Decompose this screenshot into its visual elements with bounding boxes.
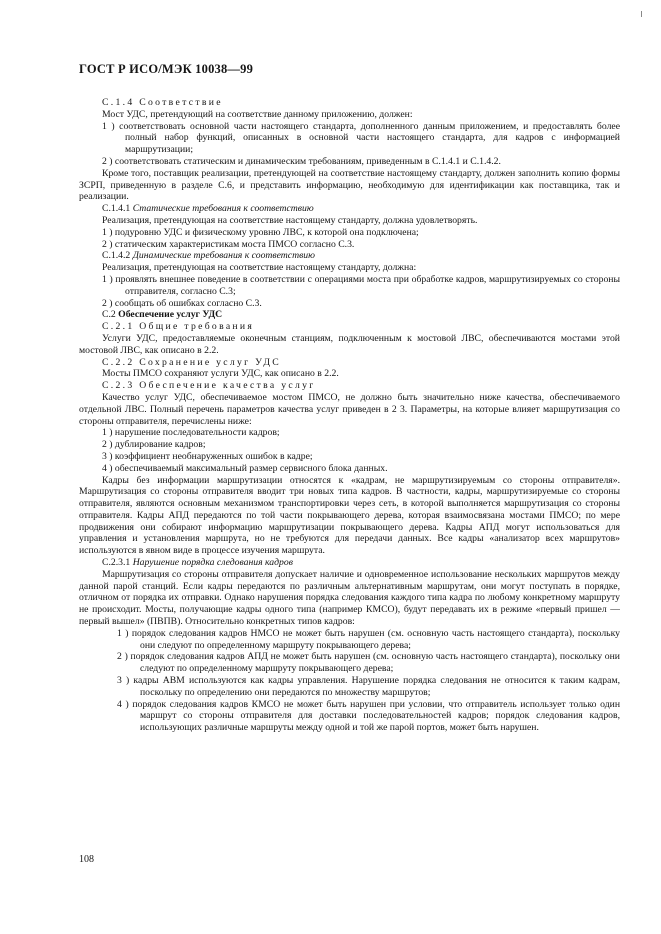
section-title: Статические требования к соответствию [132, 203, 314, 215]
paragraph: Мосты ПМСО сохраняют услуги УДС, как описано в 2.2. [102, 368, 339, 380]
list-item: 1 ) нарушение последовательности кадров; [102, 427, 280, 439]
list-item: 1 ) соответствовать основной части настоящего стандарта, дополненного данным приложением, и предоставлять более полный набор функций, описанных в основной части настоящего стандарта, для кадров с информацией маршрутизации; [102, 120, 620, 156]
paragraph: Мост УДС, претендующий на соответствие данному приложению, должен: [102, 108, 413, 120]
section-heading [79, 557, 620, 569]
section-heading [79, 250, 620, 262]
section-heading: С.2.2 Сохранение услуг УДС [102, 356, 282, 368]
paragraph: Кадры без информации маршрутизации относятся к «кадрам, не маршрутизируемым со стороны отправителя». Маршрутизация со стороны отправителя вводит три новых типа кадров. В частности, кадры, маршрутизируемые со стороны отправителя, являются основным механизмом транспортировки через сеть, в которой выполняется маршрутизация со стороны отправителя. Кадры АПД передаются по той части покрывающего дерева, которая взаимосвязана мостами ПМСО; по мере продвижения они собирают информацию маршрутизации покрывающего дерева. Кадры АПД могут использоваться для управления и установления маршрута, но не требуются для передачи данных. Все кадры «анализатор всех маршрутов» используются в явном виде в процессе изучения маршрута. [79, 474, 620, 557]
paragraph: Маршрутизация со стороны отправителя допускает наличие и одновременное использование нескольких маршрутов между данной парой станций. Если кадры передаются по различным альтернативным маршрутам, они могут поступать в порядке, отличном от порядка их отправки. Однако нарушения порядка следования каждого типа кадра по любому конкретному маршруту не происходит. Мосты, получающие кадры одного типа (например КМСО), будут передавать их в режиме «первый пришел — первый вышел» (ПВПВ). Относительно конкретных типов кадров: [79, 568, 620, 628]
paragraph: Услуги УДС, предоставляемые оконечным станциям, подключенным к мостовой ЛВС, обеспечиваются мостами этой мостовой ЛВС, как описано в 2.2. [79, 332, 620, 356]
section-title: Динамические требования к соответствию [132, 250, 315, 262]
section-heading [79, 203, 620, 215]
list-item: 2 ) дублирование кадров; [102, 439, 206, 451]
section-number: С.2 [102, 309, 119, 321]
section-title: Обеспечение услуг УДС [118, 309, 223, 321]
list-item: 4 ) обеспечиваемый максимальный размер сервисного блока данных. [102, 462, 388, 474]
list-item: 4 ) порядок следования кадров КМСО не может быть нарушен при условии, что отправитель использует только один маршрут со стороны отправителя для доставки последовательностей кадров; порядок следования кадров, использующих различные маршруты между одной и той же парой портов, может быть нарушен. [117, 698, 620, 734]
list-item: 2 ) сообщать об ошибках согласно С.3. [102, 297, 262, 309]
section-number: С.1.4.2 [102, 250, 133, 262]
section-heading [79, 309, 620, 321]
list-item: 1 ) подуровню УДС и физическому уровню ЛВС, к которой она подключена; [102, 226, 419, 238]
section-number: С.1.4.1 [102, 203, 133, 215]
paragraph: Реализация, претендующая на соответствие настоящему стандарту, должна удовлетворять. [102, 214, 478, 226]
page-number: 108 [79, 854, 94, 865]
section-title: Нарушение порядка следования кадров [132, 557, 293, 569]
page-header: ГОСТ Р ИСО/МЭК 10038—99 [79, 62, 254, 76]
list-item: 3 ) кадры АВМ используются как кадры управления. Нарушение порядка следования не относится к таким кадрам, поскольку по определению они передаются по множеству маршрутов; [117, 675, 620, 698]
section-heading: С.2.3 Обеспечение качества услуг [102, 380, 316, 392]
section-heading: С.1.4 Соответствие [102, 97, 223, 108]
corner-mark [641, 11, 642, 17]
paragraph: Качество услуг УДС, обеспечиваемое мостом ПМСО, не должно быть значительно ниже качества, обеспечиваемого отдельной ЛВС. Полный перечень параметров качества услуг приведен в 2 3. Параметры, на которые влияет маршрутизация со стороны отправителя, перечислены ниже: [79, 391, 620, 427]
section-heading: С.2.1 Общие требования [102, 321, 255, 333]
paragraph: Реализация, претендующая на соответствие настоящему стандарту, должна: [102, 262, 417, 274]
list-item: 2 ) порядок следования кадров АПД не может быть нарушен (см. основную часть настоящего стандарта), поскольку они следуют по определенному маршруту покрывающего дерева; [117, 651, 620, 675]
paragraph: Кроме того, поставщик реализации, претендующей на соответствие настоящему стандарту, должен заполнить копию формы ЗСРП, приведенную в разделе С.6, и представить информацию, необходимую для идентификации как поставщика, так и реализации. [79, 167, 620, 203]
list-item: 1 ) проявлять внешнее поведение в соответствии с операциями моста при обработке кадров, маршрутизируемых со стороны отправителя, согласно С.3; [102, 273, 620, 297]
list-item: 3 ) коэффициент необнаруженных ошибок в кадре; [102, 450, 313, 462]
list-item: 2 ) соответствовать статическим и динамическим требованиям, приведенным в С.1.4.1 и С.1.4.2. [102, 155, 501, 167]
list-item: 1 ) порядок следования кадров НМСО не может быть нарушен (см. основную часть настоящего стандарта), поскольку они следуют по определенному маршруту покрывающего дерева; [117, 627, 620, 651]
section-number: С.2.3.1 [102, 557, 133, 569]
page-body [79, 97, 620, 734]
list-item: 2 ) статическим характеристикам моста ПМСО согласно С.3. [102, 238, 355, 250]
